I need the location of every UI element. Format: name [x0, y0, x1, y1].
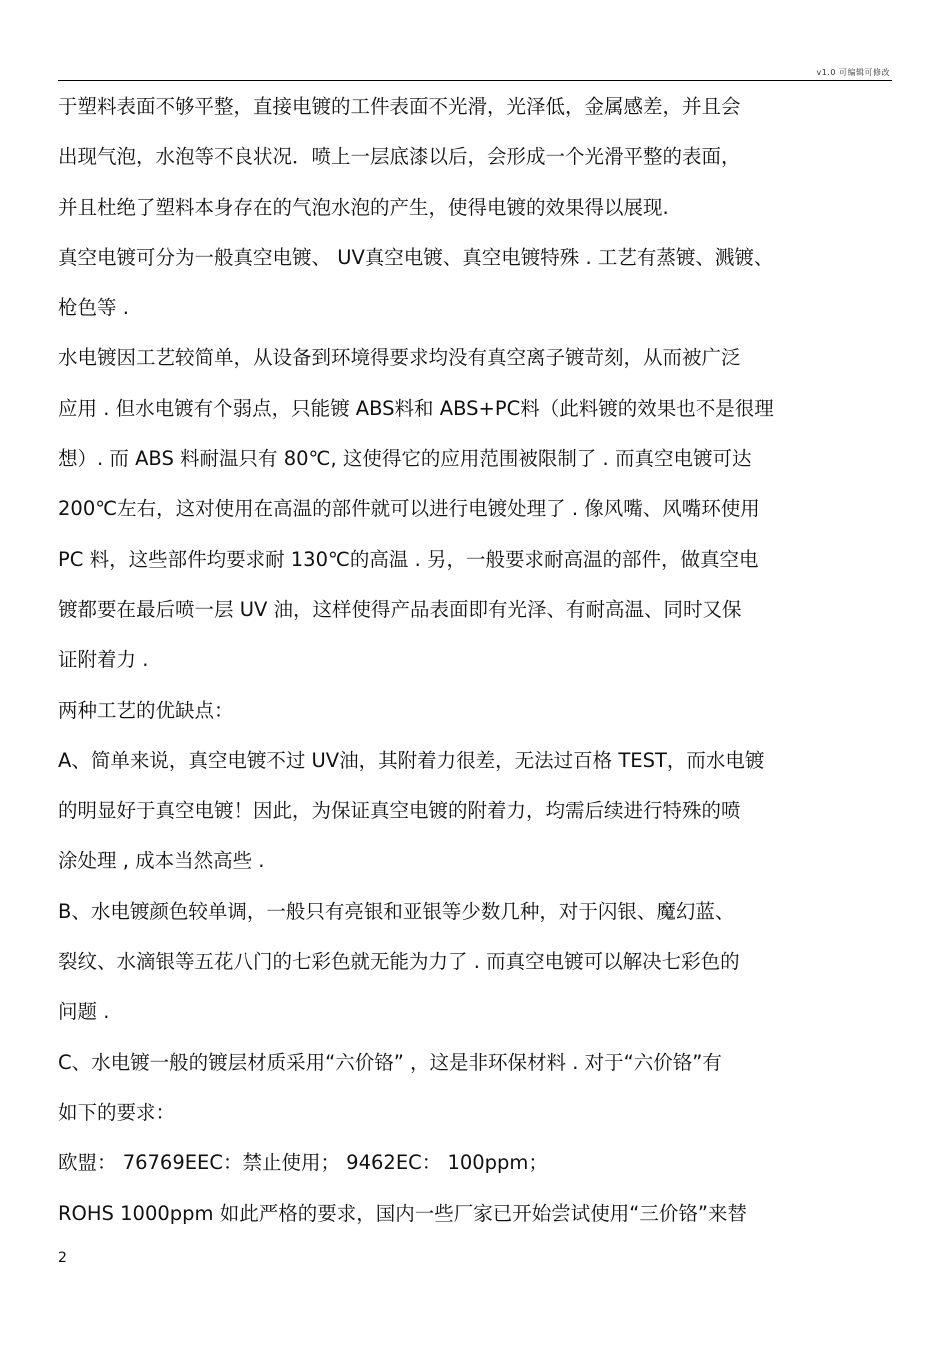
paragraph-line: 枪色等 .: [58, 296, 129, 320]
paragraph-line: PC 料，这些部件均要求耐 130℃的高温 . 另，一般要求耐高温的部件，做真空电: [58, 547, 759, 571]
section-heading: 两种工艺的优缺点：: [58, 698, 234, 722]
paragraph-line: 问题 .: [58, 1000, 110, 1024]
paragraph-line: 水电镀因工艺较简单，从设备到环境得要求均没有真空离子镀苛刻，从而被广泛: [58, 346, 741, 370]
paragraph-line: A、简单来说，真空电镀不过 UV油，其附着力很差，无法过百格 TEST，而水电镀: [58, 748, 765, 772]
paragraph-line: 镀都要在最后喷一层 UV 油，这样使得产品表面即有光泽、有耐高温、同时又保: [58, 597, 742, 621]
header-note: v1.0 可编辑可修改: [816, 68, 890, 77]
paragraph-line: ROHS 1000ppm 如此严格的要求，国内一些厂家已开始尝试使用“三价铬”来替: [58, 1201, 747, 1225]
paragraph-line: 于塑料表面不够平整，直接电镀的工件表面不光滑，光泽低，金属感差，并且会: [58, 95, 741, 118]
paragraph-line: 真空电镀可分为一般真空电镀、 UV真空电镀、真空电镀特殊 . 工艺有蒸镀、溅镀、: [58, 245, 774, 269]
page-number: 2: [58, 1250, 67, 1266]
header-divider: [58, 80, 892, 81]
document-body: [58, 88, 898, 1245]
paragraph-line: 200℃左右，这对使用在高温的部件就可以进行电镀处理了 . 像风嘴、风嘴环使用: [58, 497, 760, 521]
paragraph-line: 证附着力 .: [58, 648, 149, 672]
paragraph-line: 欧盟： 76769EEC：禁止使用； 9462EC： 100ppm；: [58, 1151, 548, 1175]
paragraph-line: 的明显好于真空电镀！因此，为保证真空电镀的附着力，均需后续进行特殊的喷: [58, 799, 741, 823]
paragraph-line: 应用 . 但水电镀有个弱点，只能镀 ABS料和 ABS+PC料（此料镀的效果也不是很理: [58, 396, 774, 420]
paragraph-line: 涂处理 , 成本当然高些 .: [58, 849, 265, 873]
paragraph-line: 如下的要求：: [58, 1100, 176, 1124]
paragraph-line: 裂纹、水滴银等五花八门的七彩色就无能为力了 . 而真空电镀可以解决七彩色的: [58, 950, 740, 974]
paragraph-line: B、水电镀颜色较单调，一般只有亮银和亚银等少数几种，对于闪银、魔幻蓝、: [58, 899, 735, 923]
paragraph-line: 出现气泡，水泡等不良状况．喷上一层底漆以后，会形成一个光滑平整的表面，: [58, 145, 741, 169]
paragraph-line: C、水电镀一般的镀层材质采用“六价铬” ，这是非环保材料 . 对于“六价铬”有: [58, 1050, 722, 1074]
paragraph-line: 并且杜绝了塑料本身存在的气泡水泡的产生，使得电镀的效果得以展现.: [58, 195, 669, 219]
paragraph-line: 想）. 而 ABS 料耐温只有 80℃, 这使得它的应用范围被限制了 . 而真空电镀可达: [58, 447, 752, 471]
